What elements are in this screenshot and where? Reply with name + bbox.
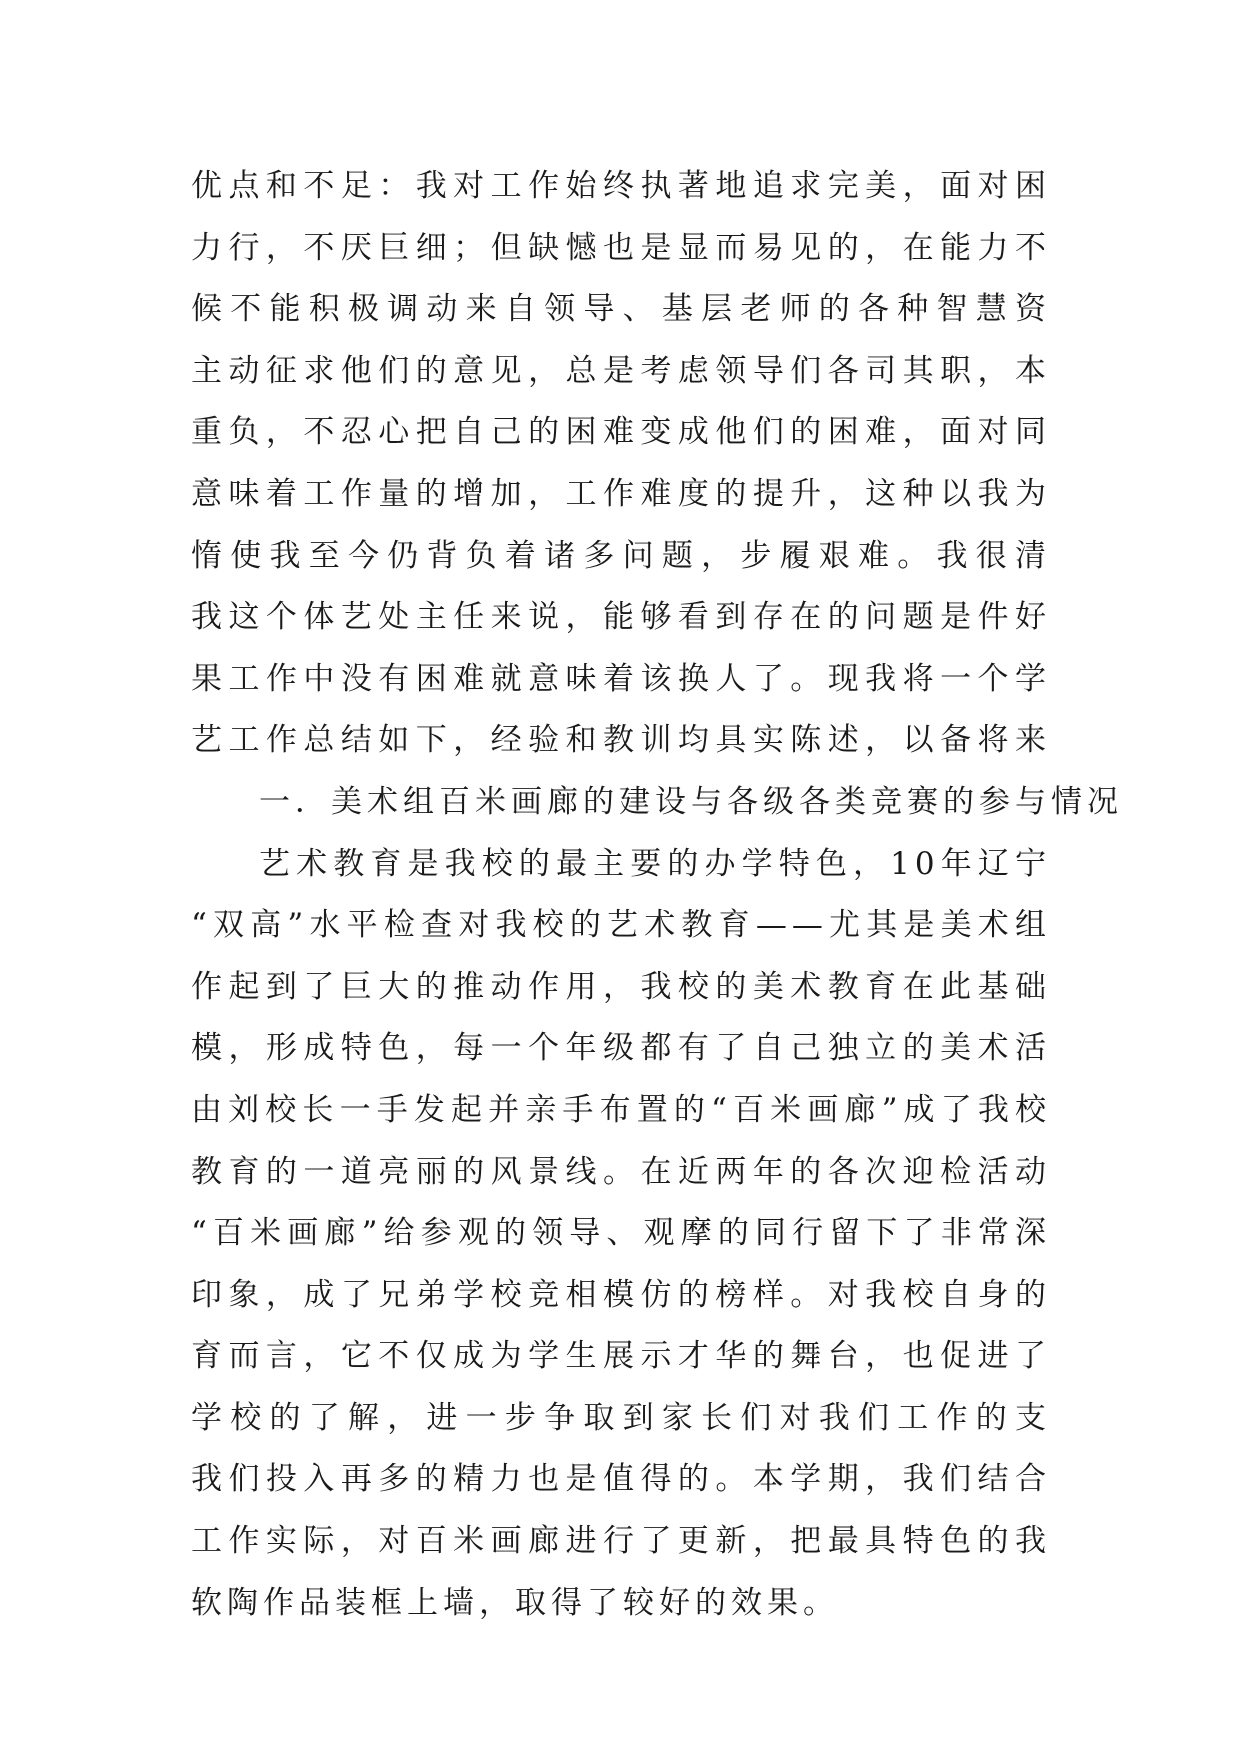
text-line: 印象，成了兄弟学校竞相模仿的榜样。对我校自身的 [191,1276,1051,1313]
text-line: 候不能积极调动来自领导、基层老师的各种智慧资 [191,291,1051,328]
text-line: 我们投入再多的精力也是值得的。本学期，我们结合 [191,1461,1051,1498]
text-line: 作起到了巨大的推动作用，我校的美术教育在此基础 [191,968,1051,1005]
text-line: 惰使我至今仍背负着诸多问题，步履艰难。我很清 [191,537,1051,574]
text-line: 艺术教育是我校的最主要的办学特色，10年辽宁 [259,845,1051,882]
body-text [191,156,1123,1634]
section-heading: 一．美术组百米画廊的建设与各级各类竞赛的参与情况 [259,783,1123,820]
text-line: 软陶作品装框上墙，取得了较好的效果。 [191,1584,839,1621]
text-line: 艺工作总结如下，经验和教训均具实陈述，以备将来 [191,722,1051,759]
text-line: 我这个体艺处主任来说，能够看到存在的问题是件好 [191,599,1051,636]
text-line: 重负，不忍心把自己的困难变成他们的困难，面对同 [191,414,1051,451]
text-line: “双高”水平检查对我校的艺术教育——尤其是美术组 [191,907,1051,944]
text-line: 主动征求他们的意见，总是考虑领导们各司其职，本 [191,352,1051,389]
text-line: 力行，不厌巨细；但缺憾也是显而易见的，在能力不 [191,229,1051,266]
text-line: 果工作中没有困难就意味着该换人了。现我将一个学 [191,660,1051,697]
text-line: 工作实际，对百米画廊进行了更新，把最具特色的我 [191,1523,1051,1560]
text-line: 意味着工作量的增加，工作难度的提升，这种以我为 [191,475,1051,512]
text-line: 优点和不足：我对工作始终执著地追求完美，面对困 [191,168,1051,204]
text-line: 育而言，它不仅成为学生展示才华的舞台，也促进了 [191,1338,1051,1375]
text-line: 由刘校长一手发起并亲手布置的“百米画廊”成了我校 [191,1091,1051,1128]
text-line: “百米画廊”给参观的领导、观摩的同行留下了非常深 [191,1215,1051,1252]
text-line: 模，形成特色，每一个年级都有了自己独立的美术活 [191,1030,1051,1067]
text-line: 教育的一道亮丽的风景线。在近两年的各次迎检活动 [191,1153,1051,1190]
text-line: 学校的了解，进一步争取到家长们对我们工作的支 [191,1399,1051,1436]
